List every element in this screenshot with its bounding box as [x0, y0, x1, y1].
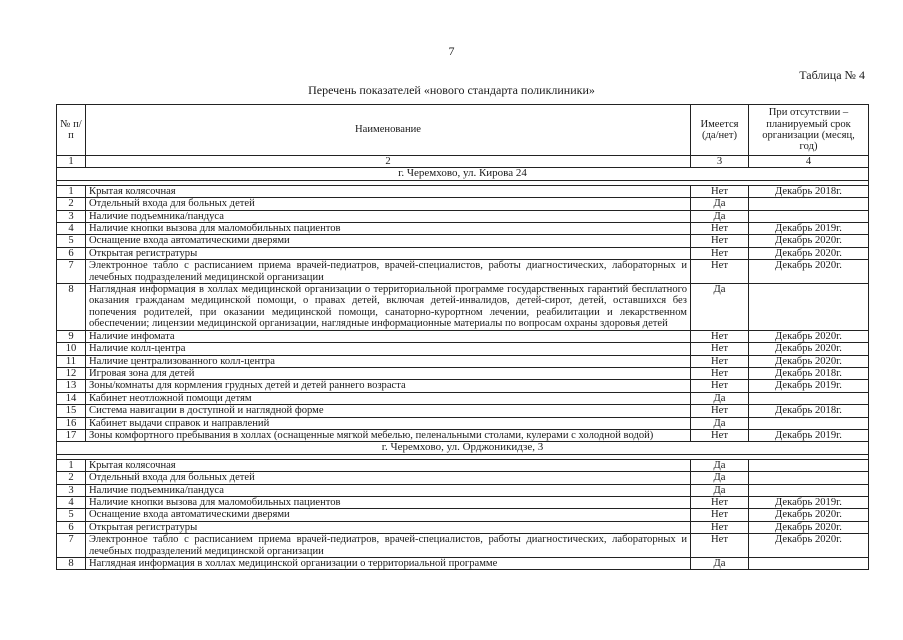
- row-number: 1: [57, 459, 86, 471]
- row-name: Электронное табло с расписанием приема врачей-педиатров, врачей-специалистов, работы диагностических, лабораторных и лечебных подразделений медицинской организации: [86, 534, 691, 558]
- row-number: 7: [57, 534, 86, 558]
- table-row: [57, 521, 869, 533]
- section-title: г. Черемхово, ул. Орджоникидзе, 3: [57, 442, 869, 454]
- table-row: [57, 185, 869, 197]
- row-number: 6: [57, 521, 86, 533]
- row-number: 2: [57, 472, 86, 484]
- table-row: [57, 459, 869, 471]
- row-planned-term: [749, 392, 869, 404]
- table-row: [57, 472, 869, 484]
- row-name: Наличие подъемника/пандуса: [86, 484, 691, 496]
- row-availability: Нет: [691, 534, 749, 558]
- row-planned-term: [749, 210, 869, 222]
- table-row: [57, 355, 869, 367]
- row-availability: Да: [691, 472, 749, 484]
- table-row: [57, 198, 869, 210]
- row-name: Оснащение входа автоматическими дверями: [86, 235, 691, 247]
- row-availability: Нет: [691, 380, 749, 392]
- row-name: Игровая зона для детей: [86, 367, 691, 379]
- row-availability: Да: [691, 459, 749, 471]
- row-availability: Нет: [691, 521, 749, 533]
- row-planned-term: Декабрь 2018г.: [749, 405, 869, 417]
- column-index: 3: [691, 156, 749, 168]
- row-number: 10: [57, 343, 86, 355]
- row-number: 5: [57, 235, 86, 247]
- column-header-num: № п/п: [57, 105, 86, 156]
- row-number: 1: [57, 185, 86, 197]
- column-index: 2: [86, 156, 691, 168]
- row-name: Наличие централизованного колл-центра: [86, 355, 691, 367]
- table-body: [57, 168, 869, 570]
- row-planned-term: Декабрь 2020г.: [749, 355, 869, 367]
- row-number: 4: [57, 223, 86, 235]
- row-planned-term: [749, 417, 869, 429]
- row-number: 11: [57, 355, 86, 367]
- row-name: Наличие колл-центра: [86, 343, 691, 355]
- row-availability: Нет: [691, 509, 749, 521]
- row-planned-term: Декабрь 2020г.: [749, 509, 869, 521]
- table-row: [57, 509, 869, 521]
- column-header-has: Имеется (да/нет): [691, 105, 749, 156]
- row-planned-term: Декабрь 2019г.: [749, 496, 869, 508]
- table-label: Таблица № 4: [799, 68, 865, 82]
- row-number: 4: [57, 496, 86, 508]
- row-availability: Нет: [691, 429, 749, 441]
- table-row: [57, 210, 869, 222]
- table-row: [57, 558, 869, 570]
- row-availability: Нет: [691, 185, 749, 197]
- table-row: [57, 343, 869, 355]
- row-number: 15: [57, 405, 86, 417]
- row-name: Отдельный входа для больных детей: [86, 198, 691, 210]
- row-name: Открытая регистратуры: [86, 521, 691, 533]
- table-row: [57, 429, 869, 441]
- row-planned-term: [749, 198, 869, 210]
- row-number: 9: [57, 330, 86, 342]
- row-number: 17: [57, 429, 86, 441]
- table-row: [57, 330, 869, 342]
- row-number: 8: [57, 284, 86, 331]
- table-row: [57, 417, 869, 429]
- row-availability: Нет: [691, 405, 749, 417]
- section-title: г. Черемхово, ул. Кирова 24: [57, 168, 869, 180]
- section-row: [57, 168, 869, 180]
- row-number: 7: [57, 260, 86, 284]
- indicators-table: [56, 104, 869, 570]
- row-number: 16: [57, 417, 86, 429]
- table-row: [57, 534, 869, 558]
- row-availability: Нет: [691, 247, 749, 259]
- row-name: Наличие инфомата: [86, 330, 691, 342]
- row-name: Оснащение входа автоматическими дверями: [86, 509, 691, 521]
- row-planned-term: Декабрь 2018г.: [749, 367, 869, 379]
- page-number: 7: [448, 44, 455, 58]
- table-row: [57, 496, 869, 508]
- row-availability: Да: [691, 417, 749, 429]
- table-row: [57, 367, 869, 379]
- row-name: Отдельный входа для больных детей: [86, 472, 691, 484]
- row-planned-term: Декабрь 2020г.: [749, 235, 869, 247]
- row-planned-term: [749, 558, 869, 570]
- document-title: Перечень показателей «нового стандарта поликлиники»: [308, 83, 595, 97]
- row-planned-term: Декабрь 2020г.: [749, 330, 869, 342]
- row-availability: Да: [691, 284, 749, 331]
- table-row: [57, 235, 869, 247]
- row-number: 2: [57, 198, 86, 210]
- row-availability: Да: [691, 392, 749, 404]
- row-availability: Да: [691, 198, 749, 210]
- row-number: 5: [57, 509, 86, 521]
- table-row: [57, 223, 869, 235]
- row-availability: Нет: [691, 367, 749, 379]
- row-number: 3: [57, 484, 86, 496]
- row-availability: Нет: [691, 235, 749, 247]
- row-planned-term: Декабрь 2020г.: [749, 343, 869, 355]
- table-row: [57, 260, 869, 284]
- row-name: Зоны/комнаты для кормления грудных детей и детей раннего возраста: [86, 380, 691, 392]
- row-planned-term: Декабрь 2019г.: [749, 380, 869, 392]
- row-number: 14: [57, 392, 86, 404]
- row-availability: Нет: [691, 223, 749, 235]
- row-availability: Нет: [691, 355, 749, 367]
- table-row: [57, 247, 869, 259]
- row-name: Наличие подъемника/пандуса: [86, 210, 691, 222]
- row-name: Крытая колясочная: [86, 459, 691, 471]
- row-name: Наличие кнопки вызова для маломобильных пациентов: [86, 496, 691, 508]
- table-row: [57, 405, 869, 417]
- row-availability: Нет: [691, 496, 749, 508]
- column-header-name: Наименование: [86, 105, 691, 156]
- row-planned-term: [749, 472, 869, 484]
- row-planned-term: Декабрь 2020г.: [749, 260, 869, 284]
- row-planned-term: Декабрь 2020г.: [749, 521, 869, 533]
- row-planned-term: Декабрь 2019г.: [749, 429, 869, 441]
- table-row: [57, 284, 869, 331]
- row-name: Открытая регистратуры: [86, 247, 691, 259]
- row-name: Наглядная информация в холлах медицинской организации о территориальной программе государственных гарантий бесплатного оказания гражданам медицинской помощи, о правах детей, включая детей-инвалидов, детей-сирот, детей, оставшихся без попечения родителей, при оказании медицинской помощи, санаторно-курортном лечении, реабилитации и лекарственном обеспечении; лицензии медицинской организации, наглядные информационные материалы по вопросам охраны здоровья детей: [86, 284, 691, 331]
- row-planned-term: Декабрь 2018г.: [749, 185, 869, 197]
- column-index-row: [57, 156, 869, 168]
- row-planned-term: Декабрь 2020г.: [749, 247, 869, 259]
- row-name: Зоны комфортного пребывания в холлах (оснащенные мягкой мебелью, пеленальными столами, кулерами с холодной водой): [86, 429, 691, 441]
- row-number: 8: [57, 558, 86, 570]
- table-row: [57, 484, 869, 496]
- row-name: Кабинет неотложной помощи детям: [86, 392, 691, 404]
- row-planned-term: [749, 284, 869, 331]
- column-header-term: При отсутствии – планируемый срок организации (месяц, год): [749, 105, 869, 156]
- row-name: Система навигации в доступной и наглядной форме: [86, 405, 691, 417]
- row-availability: Нет: [691, 260, 749, 284]
- table-row: [57, 392, 869, 404]
- table-header-row: [57, 105, 869, 156]
- row-planned-term: Декабрь 2019г.: [749, 223, 869, 235]
- row-number: 13: [57, 380, 86, 392]
- row-availability: Да: [691, 210, 749, 222]
- row-number: 3: [57, 210, 86, 222]
- section-row: [57, 442, 869, 454]
- row-number: 6: [57, 247, 86, 259]
- row-number: 12: [57, 367, 86, 379]
- row-availability: Да: [691, 484, 749, 496]
- row-availability: Да: [691, 558, 749, 570]
- table-row: [57, 380, 869, 392]
- column-index: 1: [57, 156, 86, 168]
- row-name: Наличие кнопки вызова для маломобильных пациентов: [86, 223, 691, 235]
- row-name: Электронное табло с расписанием приема врачей-педиатров, врачей-специалистов, работы диагностических, лабораторных и лечебных подразделений медицинской организации: [86, 260, 691, 284]
- row-availability: Нет: [691, 343, 749, 355]
- row-planned-term: Декабрь 2020г.: [749, 534, 869, 558]
- row-availability: Нет: [691, 330, 749, 342]
- row-name: Крытая колясочная: [86, 185, 691, 197]
- row-name: Наглядная информация в холлах медицинской организации о территориальной программе: [86, 558, 691, 570]
- column-index: 4: [749, 156, 869, 168]
- row-planned-term: [749, 484, 869, 496]
- row-planned-term: [749, 459, 869, 471]
- row-name: Кабинет выдачи справок и направлений: [86, 417, 691, 429]
